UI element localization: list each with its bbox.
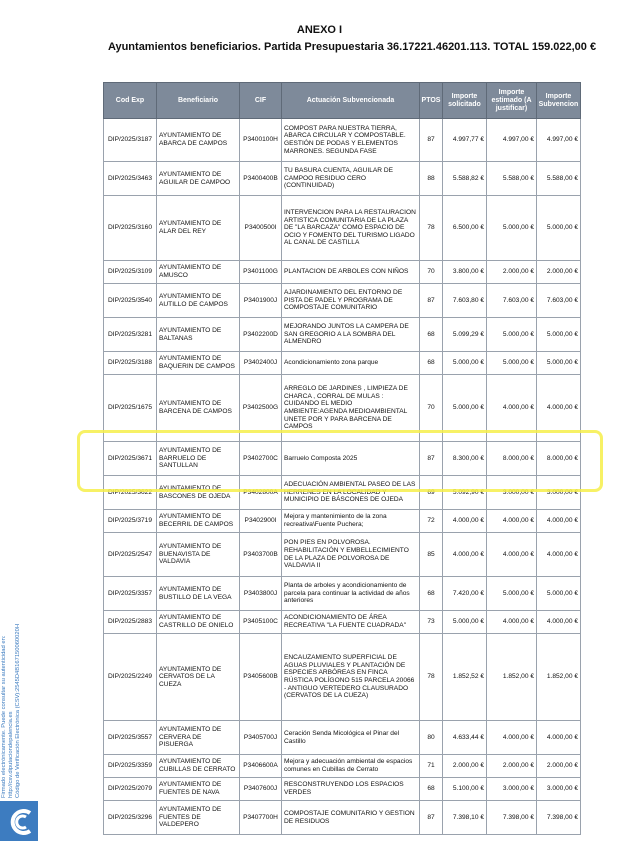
cell-cif: P3401900J	[240, 284, 282, 318]
cell-importe-solicitado: 7.420,00 €	[443, 577, 487, 611]
cell-actuacion: ACONDICIONAMIENTO DE ÁREA RECREATIVA "LA FUENTE CUADRADA"	[282, 611, 420, 634]
cell-importe-subvencion: 5.588,00 €	[537, 162, 581, 196]
cell-cif: P3400500I	[240, 196, 282, 261]
cell-beneficiario: AYUNTAMIENTO DE BECERRIL DE CAMPOS	[157, 510, 240, 533]
cell-importe-subvencion: 4.000,00 €	[537, 721, 581, 755]
cell-cod-exp: DIP/2025/3357	[104, 577, 157, 611]
stamp-line-2: http://csv.diputaciondepalencia.es	[8, 711, 14, 798]
cell-cod-exp: DIP/2025/3671	[104, 442, 157, 476]
cell-importe-estimado: 8.000,00 €	[487, 442, 537, 476]
cell-importe-solicitado: 4.997,77 €	[443, 119, 487, 162]
cell-ptos: 78	[420, 634, 443, 721]
header-cif: CIF	[240, 83, 282, 119]
cell-actuacion: ADECUACIÓN AMBIENTAL PASEO DE LAS HERRENES EN LA LOCALIDAD Y MUNICIPIO DE BÁSCONES DE OJEDA	[282, 476, 420, 510]
cell-ptos: 71	[420, 755, 443, 778]
cell-beneficiario: AYUNTAMIENTO DE AMUSCO	[157, 261, 240, 284]
electronic-signature-stamp	[1, 546, 21, 798]
cell-importe-estimado: 4.000,00 €	[487, 721, 537, 755]
table-row	[104, 801, 581, 835]
cell-ptos: 69	[420, 476, 443, 510]
cell-importe-estimado: 3.000,00 €	[487, 476, 537, 510]
cell-actuacion: PLANTACION DE ARBOLES CON NIÑOS	[282, 261, 420, 284]
beneficiaries-table	[103, 82, 581, 835]
cell-actuacion: ENCAUZAMIENTO SUPERFICIAL DE AGUAS PLUVIALES Y PLANTACIÓN DE ESPECIES ARBÓREAS EN FINCA RÚSTICA POLÍGONO 515 PARCELA 20066 - ANTIGUO VERTEDERO CLAUSURADO (CERVATOS DE LA CUEZA)	[282, 634, 420, 721]
cell-actuacion: COMPOSTAJE COMUNITARIO Y GESTION DE RESIDUOS	[282, 801, 420, 835]
table-row	[104, 721, 581, 755]
cell-ptos: 73	[420, 611, 443, 634]
cell-cif: P3402500G	[240, 375, 282, 442]
cell-actuacion: RESCONSTRUYENDO LOS ESPACIOS VERDES	[282, 778, 420, 801]
cell-cif: P3402200D	[240, 318, 282, 352]
cell-actuacion: Planta de arboles y acondicionamiento de parcela para continuar la actividad de años anteriores	[282, 577, 420, 611]
cell-importe-estimado: 4.997,00 €	[487, 119, 537, 162]
cell-cif: P3403800J	[240, 577, 282, 611]
cell-cod-exp: DIP/2025/3188	[104, 352, 157, 375]
cell-beneficiario: AYUNTAMIENTO DE AGUILAR DE CAMPOO	[157, 162, 240, 196]
cell-beneficiario: AYUNTAMIENTO DE BARCENA DE CAMPOS	[157, 375, 240, 442]
cell-cod-exp: DIP/2025/1675	[104, 375, 157, 442]
cell-actuacion: TU BASURA CUENTA, AGUILAR DE CAMPOO RESIDUO CERO (CONTINUIDAD)	[282, 162, 420, 196]
cell-cod-exp: DIP/2025/3463	[104, 162, 157, 196]
cell-actuacion: Mejora y adecuación ambiental de espacios comunes en Cubillas de Cerrato	[282, 755, 420, 778]
cell-importe-estimado: 4.000,00 €	[487, 510, 537, 533]
cell-importe-solicitado: 5.588,82 €	[443, 162, 487, 196]
cell-beneficiario: AYUNTAMIENTO DE AUTILLO DE CAMPOS	[157, 284, 240, 318]
table-row	[104, 634, 581, 721]
table-row	[104, 162, 581, 196]
cell-beneficiario: AYUNTAMIENTO DE CERVATOS DE LA CUEZA	[157, 634, 240, 721]
cell-importe-estimado: 4.000,00 €	[487, 611, 537, 634]
table-row	[104, 510, 581, 533]
cell-beneficiario: AYUNTAMIENTO DE BASCONES DE OJEDA	[157, 476, 240, 510]
cell-actuacion: PON PIES EN POLVOROSA. REHABILITACIÓN Y EMBELLECIMIENTO DE LA PLAZA DE POLVOROSA DE VALDAVIA II	[282, 533, 420, 577]
cell-ptos: 87	[420, 119, 443, 162]
cell-importe-estimado: 5.000,00 €	[487, 577, 537, 611]
cell-ptos: 85	[420, 533, 443, 577]
cell-cif: P3405100C	[240, 611, 282, 634]
cell-importe-subvencion: 5.000,00 €	[537, 196, 581, 261]
cell-beneficiario: AYUNTAMIENTO DE BUSTILLO DE LA VEGA	[157, 577, 240, 611]
cell-ptos: 87	[420, 801, 443, 835]
cell-cif: P3400400B	[240, 162, 282, 196]
table-body	[104, 119, 581, 835]
cell-importe-subvencion: 3.000,00 €	[537, 778, 581, 801]
table-row	[104, 318, 581, 352]
cell-importe-subvencion: 5.000,00 €	[537, 318, 581, 352]
stamp-text	[1, 546, 22, 798]
cell-beneficiario: AYUNTAMIENTO DE ALAR DEL REY	[157, 196, 240, 261]
cell-importe-subvencion: 8.000,00 €	[537, 442, 581, 476]
cell-importe-subvencion: 1.852,00 €	[537, 634, 581, 721]
cell-importe-subvencion: 4.000,00 €	[537, 611, 581, 634]
cell-cod-exp: DIP/2025/3719	[104, 510, 157, 533]
cell-importe-estimado: 7.398,00 €	[487, 801, 537, 835]
cell-cod-exp: DIP/2025/3622	[104, 476, 157, 510]
cell-actuacion: Mejora y mantenimiento de la zona recreativa\Fuente Puchera;	[282, 510, 420, 533]
cell-beneficiario: AYUNTAMIENTO DE BALTANAS	[157, 318, 240, 352]
cell-importe-solicitado: 4.000,00 €	[443, 510, 487, 533]
table-row	[104, 196, 581, 261]
stamp-line-1: Firmado electrónicamente. Puede consultar su autenticidad en:	[1, 635, 7, 798]
cell-ptos: 87	[420, 442, 443, 476]
cell-actuacion: COMPOST PARA NUESTRA TIERRA, ABARCA CIRCULAR Y COMPOSTABLE. GESTIÓN DE PODAS Y ELEMENTOS MARRONES. SEGUNDA FASE	[282, 119, 420, 162]
cell-cif: P3402900I	[240, 510, 282, 533]
cell-importe-estimado: 5.000,00 €	[487, 196, 537, 261]
cell-cif: P3406600A	[240, 755, 282, 778]
table-row	[104, 442, 581, 476]
table-row	[104, 284, 581, 318]
cell-cod-exp: DIP/2025/2249	[104, 634, 157, 721]
cell-importe-subvencion: 7.603,00 €	[537, 284, 581, 318]
cell-importe-subvencion: 4.997,00 €	[537, 119, 581, 162]
cell-cod-exp: DIP/2025/3109	[104, 261, 157, 284]
cell-ptos: 68	[420, 318, 443, 352]
cell-cif: P3407700H	[240, 801, 282, 835]
header-importe-subvencion: Importe Subvencion	[537, 83, 581, 119]
cell-ptos: 78	[420, 196, 443, 261]
cell-beneficiario: AYUNTAMIENTO DE FUENTES DE NAVA	[157, 778, 240, 801]
header-actuacion: Actuación Subvencionada	[282, 83, 420, 119]
cell-ptos: 68	[420, 577, 443, 611]
cell-beneficiario: AYUNTAMIENTO DE CASTRILLO DE ONIELO	[157, 611, 240, 634]
cell-importe-solicitado: 5.092,90 €	[443, 476, 487, 510]
cell-importe-estimado: 1.852,00 €	[487, 634, 537, 721]
cell-importe-subvencion: 4.000,00 €	[537, 533, 581, 577]
document-title: ANEXO I	[296, 24, 343, 36]
cell-ptos: 70	[420, 375, 443, 442]
header-beneficiario: Beneficiario	[157, 83, 240, 119]
cell-importe-solicitado: 5.000,00 €	[443, 611, 487, 634]
cell-cod-exp: DIP/2025/2079	[104, 778, 157, 801]
table-row	[104, 611, 581, 634]
cell-importe-estimado: 4.000,00 €	[487, 533, 537, 577]
table-row	[104, 778, 581, 801]
cell-beneficiario: AYUNTAMIENTO DE CUBILLAS DE CERRATO	[157, 755, 240, 778]
table-row	[104, 261, 581, 284]
cell-actuacion: Acondicionamiento zona parque	[282, 352, 420, 375]
cell-importe-estimado: 7.603,00 €	[487, 284, 537, 318]
table-row	[104, 352, 581, 375]
table-row	[104, 119, 581, 162]
cell-importe-solicitado: 8.300,00 €	[443, 442, 487, 476]
header-importe-solicitado: Importe solicitado	[443, 83, 487, 119]
cell-actuacion: MEJORANDO JUNTOS LA CAMPERA DE SAN GREGORIO A LA SOMBRA DEL ALMENDRO	[282, 318, 420, 352]
cell-cod-exp: DIP/2025/2883	[104, 611, 157, 634]
cell-importe-estimado: 3.000,00 €	[487, 778, 537, 801]
cell-importe-solicitado: 7.603,80 €	[443, 284, 487, 318]
table-row	[104, 755, 581, 778]
table-row	[104, 476, 581, 510]
cell-importe-estimado: 2.000,00 €	[487, 755, 537, 778]
cell-importe-solicitado: 4.633,44 €	[443, 721, 487, 755]
cell-importe-solicitado: 5.099,29 €	[443, 318, 487, 352]
cell-beneficiario: AYUNTAMIENTO DE CERVERA DE PISUERGA	[157, 721, 240, 755]
cell-importe-subvencion: 2.000,00 €	[537, 261, 581, 284]
cell-cif: P3405700J	[240, 721, 282, 755]
cell-importe-estimado: 2.000,00 €	[487, 261, 537, 284]
cell-cod-exp: DIP/2025/3359	[104, 755, 157, 778]
stamp-line-3: Código de Verificación Electrónica (CSV):2545D4B167150060020H	[15, 623, 21, 798]
cell-importe-subvencion: 5.000,00 €	[537, 577, 581, 611]
cell-beneficiario: AYUNTAMIENTO DE ABARCA DE CAMPOS	[157, 119, 240, 162]
cell-importe-solicitado: 5.100,00 €	[443, 778, 487, 801]
cell-cod-exp: DIP/2025/3540	[104, 284, 157, 318]
cell-cod-exp: DIP/2025/3557	[104, 721, 157, 755]
cell-beneficiario: AYUNTAMIENTO DE FUENTES DE VALDEPERO	[157, 801, 240, 835]
header-cod-exp: Cod Exp	[104, 83, 157, 119]
cell-cod-exp: DIP/2025/3281	[104, 318, 157, 352]
cell-cod-exp: DIP/2025/3296	[104, 801, 157, 835]
cell-ptos: 68	[420, 778, 443, 801]
cell-ptos: 68	[420, 352, 443, 375]
cell-importe-estimado: 5.588,00 €	[487, 162, 537, 196]
cell-importe-solicitado: 1.852,52 €	[443, 634, 487, 721]
cell-cod-exp: DIP/2025/3160	[104, 196, 157, 261]
table-header-row	[104, 83, 581, 119]
header-ptos: PTOS	[420, 83, 443, 119]
cell-ptos: 88	[420, 162, 443, 196]
cell-cif: P3402700C	[240, 442, 282, 476]
cell-cif: P3403700B	[240, 533, 282, 577]
cell-beneficiario: AYUNTAMIENTO DE BAQUERIN DE CAMPOS	[157, 352, 240, 375]
cell-ptos: 70	[420, 261, 443, 284]
cell-importe-subvencion: 7.398,00 €	[537, 801, 581, 835]
cell-cif: P3401100G	[240, 261, 282, 284]
cell-importe-solicitado: 6.500,00 €	[443, 196, 487, 261]
header-importe-estimado: Importe estimado (A justificar)	[487, 83, 537, 119]
cell-ptos: 72	[420, 510, 443, 533]
cell-importe-estimado: 5.000,00 €	[487, 318, 537, 352]
table-row	[104, 577, 581, 611]
cell-importe-solicitado: 7.398,10 €	[443, 801, 487, 835]
table-row	[104, 375, 581, 442]
cell-actuacion: INTERVENCION PARA LA RESTAURACION ARTISTICA COMUNITARIA DE LA PLAZA DE "LA BARCAZA" COMO ESPACIO DE OCIO Y FOMENTO DEL TURISMO LIGADO AL CANAL DE CASTILLA	[282, 196, 420, 261]
cell-cod-exp: DIP/2025/2547	[104, 533, 157, 577]
cell-actuacion: ARREGLO DE JARDINES , LIMPIEZA DE CHARCA , CORRAL DE MULAS : CUIDANDO EL MEDIO AMBIENTE:AGENDA MEDIOAMBIENTAL UNETE POR Y PARA BARCENA DE CAMPOS	[282, 375, 420, 442]
cell-cif: P3402400J	[240, 352, 282, 375]
cell-cif: P3405600B	[240, 634, 282, 721]
cell-importe-subvencion: 3.000,00 €	[537, 476, 581, 510]
cell-importe-solicitado: 5.000,00 €	[443, 352, 487, 375]
cell-importe-subvencion: 4.000,00 €	[537, 510, 581, 533]
cell-cif: P3407600J	[240, 778, 282, 801]
cell-beneficiario: AYUNTAMIENTO DE BUENAVISTA DE VALDAVIA	[157, 533, 240, 577]
cell-importe-solicitado: 4.000,00 €	[443, 533, 487, 577]
cell-importe-subvencion: 2.000,00 €	[537, 755, 581, 778]
cell-actuacion: AJARDINAMIENTO DEL ENTORNO DE PISTA DE PADEL Y PROGRAMA DE COMPOSTAJE COMUNITARIO	[282, 284, 420, 318]
cell-importe-subvencion: 5.000,00 €	[537, 352, 581, 375]
document-subtitle: Ayuntamientos beneficiarios. Partida Presupuestaria 36.17221.46201.113. TOTAL 159.022,00 €	[107, 41, 597, 53]
cell-importe-subvencion: 4.000,00 €	[537, 375, 581, 442]
cell-actuacion: Ceración Senda Micológica el Pinar del Castillo	[282, 721, 420, 755]
cell-cod-exp: DIP/2025/3187	[104, 119, 157, 162]
cell-ptos: 87	[420, 284, 443, 318]
cell-beneficiario: AYUNTAMIENTO DE BARRUELO DE SANTULLAN	[157, 442, 240, 476]
cell-cif: P3400100H	[240, 119, 282, 162]
diputacion-logo-icon	[0, 801, 38, 841]
cell-importe-estimado: 5.000,00 €	[487, 352, 537, 375]
cell-importe-estimado: 4.000,00 €	[487, 375, 537, 442]
cell-importe-solicitado: 2.000,00 €	[443, 755, 487, 778]
cell-importe-solicitado: 5.000,00 €	[443, 375, 487, 442]
cell-importe-solicitado: 3.800,00 €	[443, 261, 487, 284]
table-row	[104, 533, 581, 577]
cell-cif: P3402800A	[240, 476, 282, 510]
cell-actuacion: Barruelo Composta 2025	[282, 442, 420, 476]
cell-ptos: 80	[420, 721, 443, 755]
